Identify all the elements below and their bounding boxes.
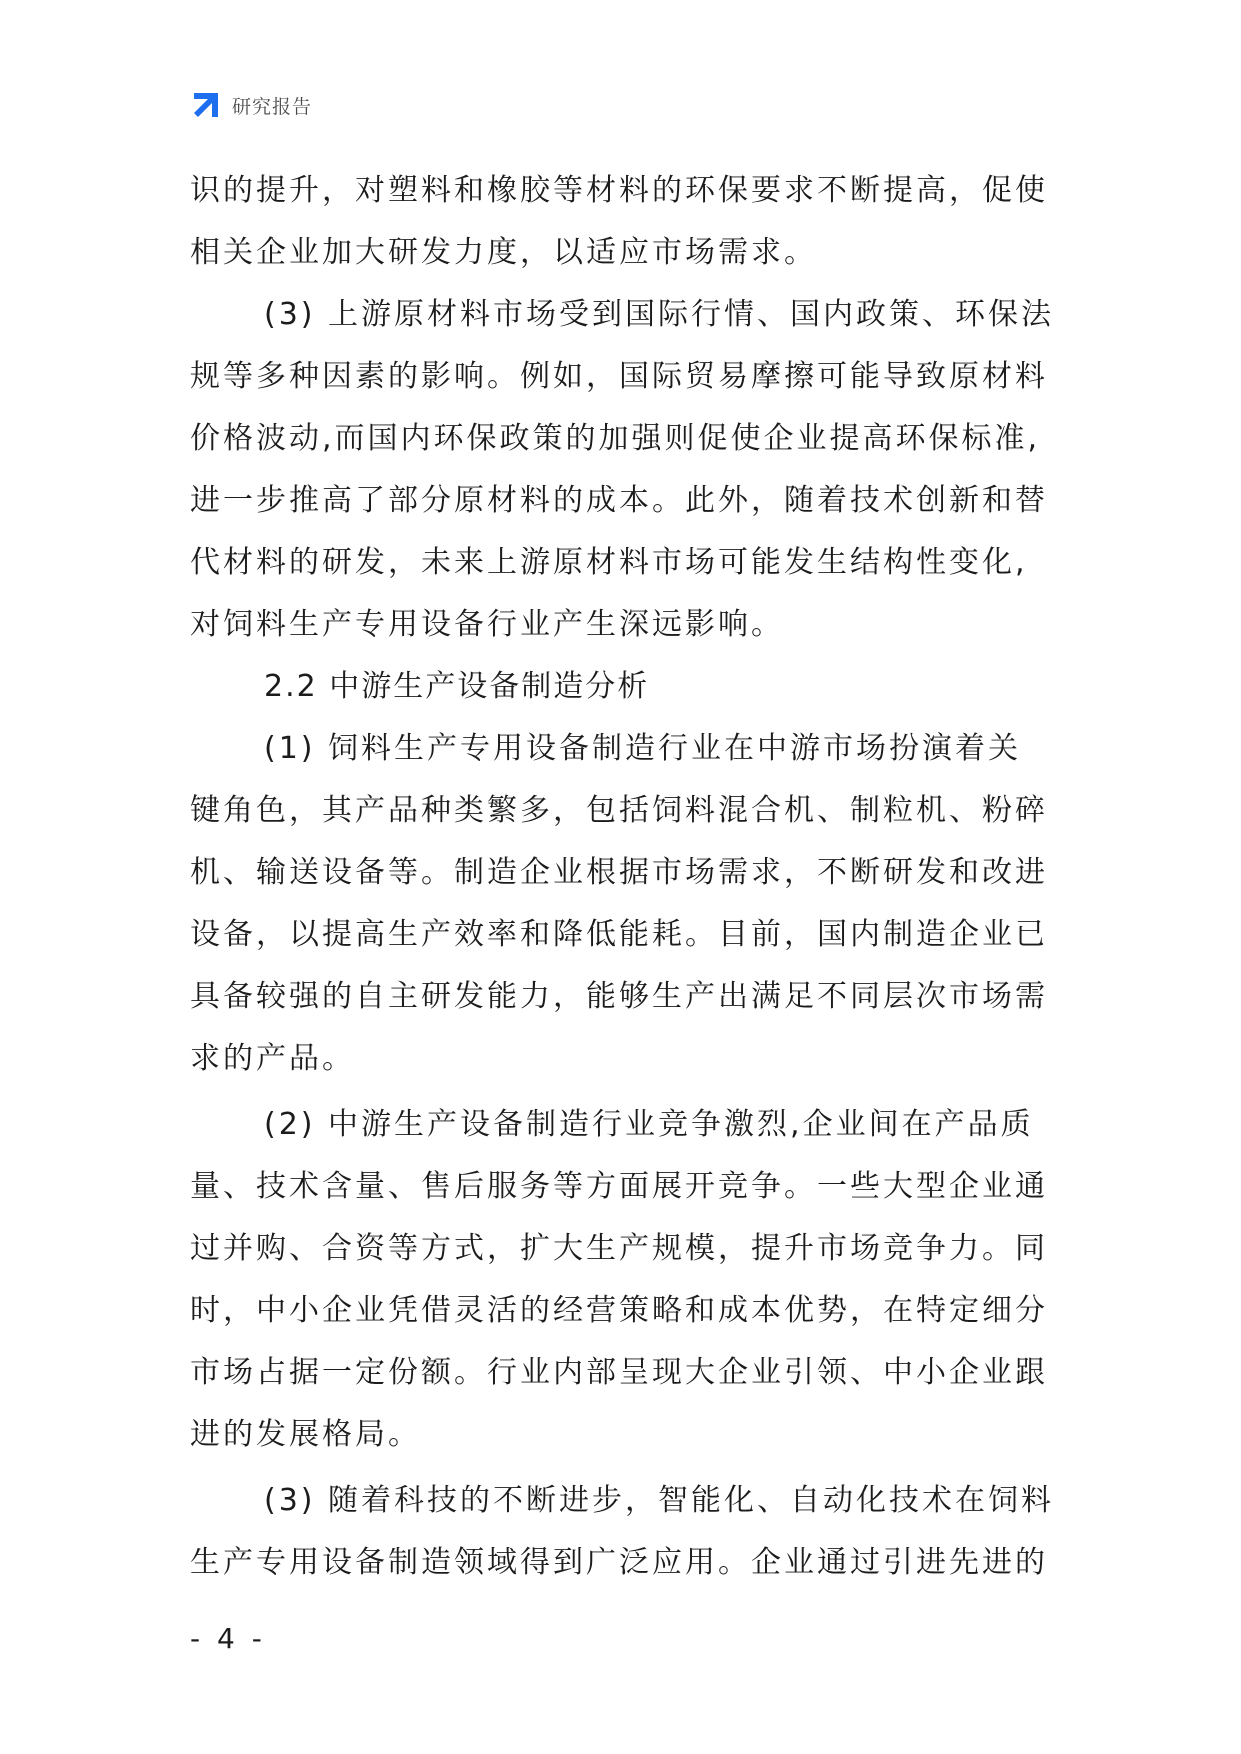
text-line: 时，中小企业凭借灵活的经营策略和成本优势，在特定细分 <box>190 1293 1048 1328</box>
text-line: 价格波动,而国内环保政策的加强则促使企业提高环保标准, <box>190 421 1041 456</box>
text-line: 规等多种因素的影响。例如，国际贸易摩擦可能导致原材料 <box>190 359 1048 394</box>
paragraph-start: (3) 随着科技的不断进步，智能化、自动化技术在饲料 <box>264 1483 1055 1518</box>
page-header <box>190 88 312 122</box>
document-body <box>190 160 1070 1594</box>
text-line: 生产专用设备制造领域得到广泛应用。企业通过引进先进的 <box>190 1545 1048 1580</box>
text-line: 设备，以提高生产效率和降低能耗。目前，国内制造企业已 <box>190 917 1048 952</box>
text-line: 量、技术含量、售后服务等方面展开竞争。一些大型企业通 <box>190 1169 1048 1204</box>
text-line: 对饲料生产专用设备行业产生深远影响。 <box>190 607 784 642</box>
text-line: 代材料的研发，未来上游原材料市场可能发生结构性变化, <box>190 545 1028 580</box>
paragraph-start: (3) 上游原材料市场受到国际行情、国内政策、环保法 <box>264 297 1055 332</box>
text-line: 市场占据一定份额。行业内部呈现大企业引领、中小企业跟 <box>190 1355 1048 1390</box>
section-heading: 2.2 中游生产设备制造分析 <box>264 669 650 704</box>
header-title: 研究报告 <box>232 95 313 118</box>
paragraph-start: (2) 中游生产设备制造行业竞争激烈,企业间在产品质 <box>264 1107 1034 1142</box>
text-line: 过并购、合资等方式，扩大生产规模，提升市场竞争力。同 <box>190 1231 1048 1266</box>
text-line: 键角色，其产品种类繁多，包括饲料混合机、制粒机、粉碎 <box>190 793 1048 828</box>
page-number: - 4 - <box>190 1622 266 1655</box>
text-line: 进一步推高了部分原材料的成本。此外，随着技术创新和替 <box>190 483 1048 518</box>
text-line: 进的发展格局。 <box>190 1417 421 1452</box>
text-line: 相关企业加大研发力度，以适应市场需求。 <box>190 235 817 270</box>
paragraph-start: (1) 饲料生产专用设备制造行业在中游市场扮演着关 <box>264 731 1022 766</box>
text-line: 识的提升，对塑料和橡胶等材料的环保要求不断提高，促使 <box>190 173 1048 208</box>
arrow-logo-icon <box>190 89 222 121</box>
text-line: 具备较强的自主研发能力，能够生产出满足不同层次市场需 <box>190 979 1048 1014</box>
text-line: 机、输送设备等。制造企业根据市场需求，不断研发和改进 <box>190 855 1048 890</box>
text-line: 求的产品。 <box>190 1041 355 1076</box>
